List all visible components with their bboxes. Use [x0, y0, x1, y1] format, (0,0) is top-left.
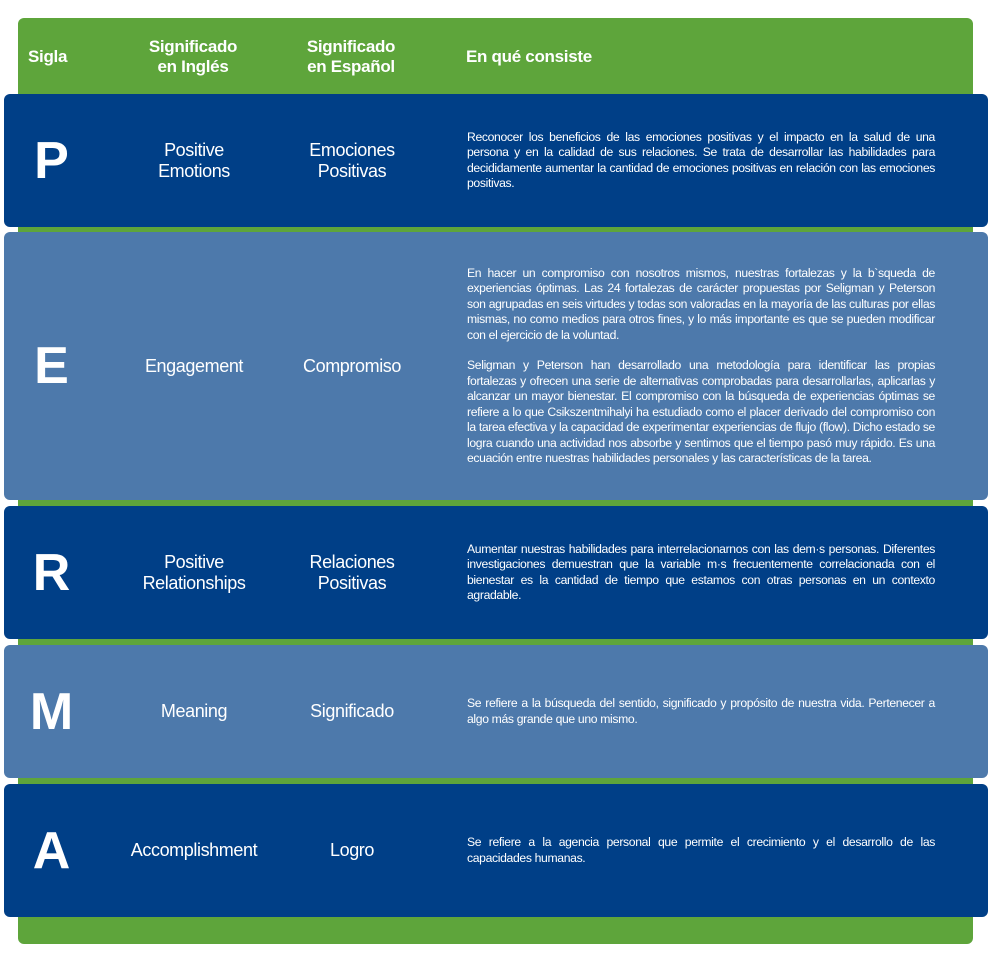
row-english: Meaning — [160, 701, 228, 721]
row-description — [467, 94, 935, 227]
description-paragraph: Se refiere a la agencia personal que permite el crecimiento y el desarrollo de las capacidades humanas. — [467, 835, 935, 865]
description-paragraph: Reconocer los beneficios de las emociones positivas y el impacto en la salud de una persona y en la calidad de sus relaciones. Se trata de desarrollar las habilidades para decididamente aumentar la cantidad de emociones positivas en relación con las emociones positivas. — [467, 129, 935, 190]
header-description: En qué consiste — [466, 47, 592, 66]
table-row-r — [4, 506, 988, 639]
row-description — [467, 784, 935, 917]
row-spanish: Relaciones Positivas — [309, 551, 395, 593]
row-spanish: Emociones Positivas — [309, 139, 395, 181]
header-spanish-meaning: Significado en Español — [306, 37, 396, 76]
table-row-p — [4, 94, 988, 227]
description-paragraph: En hacer un compromiso con nosotros mismos, nuestras fortalezas y la b`squeda de experiencias óptimas. Las 24 fortalezas de carácter propuestas por Seligman y Peterson son agrupadas en seis virtudes y todas son valoradas en la mayoría de las culturas por ellas mismas, no como medios para otros fines, y lo más importante es que se pueden modificar con el ejercicio de la voluntad. — [467, 265, 935, 342]
description-paragraph: Seligman y Peterson han desarrollado una metodología para identificar las propias fortalezas y ofrecen una serie de alternativas comprobadas para desarrollarlas, aplicarlas y alcanzar un mayor bienestar. El compromiso con la búsqueda de experiencias óptimas se refiere a lo que Csikszentmihalyi ha estudiado como el placer derivado del compromiso con la tarea efectiva y la capacidad de experimentar experiencias de flujo (flow). Dicho estado se logra cuando una actividad nos absorbe y sentimos que el tiempo pasó muy rápido. Es una ecuación entre nuestras habilidades personales y las características de la tarea. — [467, 358, 935, 465]
table-row-a — [4, 784, 988, 917]
table-row-e — [4, 232, 988, 500]
row-letter: R — [32, 543, 70, 602]
row-english: Positive Emotions — [158, 139, 230, 181]
header-english-meaning: Significado en Inglés — [148, 37, 238, 76]
row-spanish: Significado — [310, 701, 394, 721]
row-letter: A — [32, 821, 70, 880]
header-sigla: Sigla — [28, 47, 68, 66]
row-description — [467, 645, 935, 778]
description-paragraph: Se refiere a la búsqueda del sentido, significado y propósito de nuestra vida. Pertenecer a algo más grande que uno mismo. — [467, 696, 935, 726]
row-letter: M — [29, 682, 73, 741]
table-row-m — [4, 645, 988, 778]
row-letter: P — [34, 131, 68, 190]
row-spanish: Compromiso — [302, 355, 402, 376]
description-paragraph: Aumentar nuestras habilidades para interrelacionarnos con las dem·s personas. Diferentes investigaciones demuestran que la variable m·s frecuentemente correlacionada con el bienestar es la cantidad de tiempo que estamos con otras personas en un contexto agradable. — [467, 541, 935, 602]
row-letter: E — [34, 337, 68, 395]
table-header — [18, 18, 973, 96]
row-description — [467, 506, 935, 639]
row-english: Engagement — [144, 355, 244, 376]
row-spanish: Logro — [329, 840, 375, 860]
row-english: Positive Relationships — [142, 551, 246, 593]
row-english: Accomplishment — [130, 840, 258, 860]
row-description — [467, 232, 935, 500]
